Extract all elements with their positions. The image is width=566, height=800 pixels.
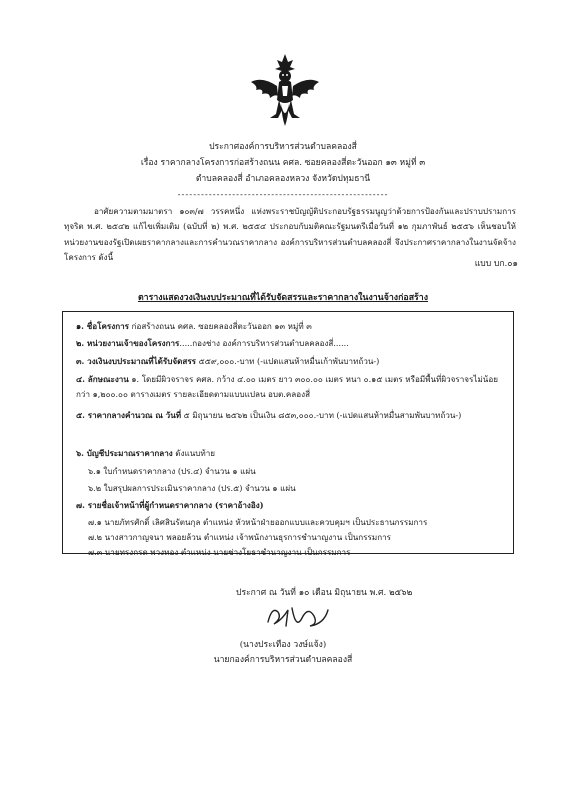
item-6 <box>76 446 510 460</box>
item-1-label: ๑. ชื่อโครงการ <box>76 321 129 331</box>
divider-line: ------------------------------------------------------ <box>177 190 389 200</box>
item-3-label: ๓. วงเงินงบประมาณที่ได้รับจัดสรร <box>76 356 197 366</box>
item-3-value: ๕๕๙,๐๐๐.-บาท (-แปดแสนห้าหมื่นเก้าพันบาทถ้วน-) <box>196 356 380 366</box>
item-7-label: ๗. รายชื่อเจ้าหน้าที่ผู้กำหนดราคากลาง (ราคาอ้างอิง) <box>76 500 264 510</box>
location-line: ตำบลคลองสี่ อำเภอคลองหลวง จังหวัดปทุมธานี <box>195 174 371 184</box>
signer-name: (นางประเทือง วงษ์แจ้ง) <box>239 640 327 650</box>
item-6-2: ๖.๒ ใบสรุปผลการประเมินราคากลาง (ปร.๕) จำนวน ๑ แผ่น <box>88 483 296 493</box>
handwritten-signature <box>262 600 332 634</box>
table-title: ตารางแสดงวงเงินงบประมาณที่ได้รับจัดสรรและราคากลางในงานจ้างก่อสร้าง <box>137 293 429 303</box>
item-5 <box>76 408 510 423</box>
item-7 <box>76 498 510 512</box>
item-1-value: ก่อสร้างถนน คศล. ซอยคลองสี่ตะวันออก ๑๓ หมู่ที่ ๓ <box>128 321 312 331</box>
item-4 <box>76 372 510 402</box>
item-2-value: .....กองช่าง องค์การบริหารส่วนตำบลคลองสี่...... <box>179 338 349 348</box>
item-7-3: ๗.๓ นายทรงกรด พวงทอง ตำแหน่ง นายช่างโยธาชำนาญงาน เป็นกรรมการ <box>88 547 351 557</box>
item-6-1: ๖.๑ ใบกำหนดราคากลาง (ปร.๔) จำนวน ๑ แผ่น <box>88 466 256 476</box>
form-code: แบบ บก.๐๑ <box>474 259 518 269</box>
org-title: ประกาศองค์การบริหารส่วนตำบลคลองสี่ <box>209 142 357 152</box>
subject-line: เรื่อง ราคากลางโครงการก่อสร้างถนน คศล. ซอยคลองสี่ตะวันออก ๑๓ หมู่ที่ ๓ <box>140 158 426 168</box>
item-2 <box>76 336 510 350</box>
item-6-label: ๖. บัญชีประมาณราคากลาง <box>76 448 173 458</box>
item-4-value: ๑. โดยมีผิวจราจร คศล. กว้าง ๔.๐๐ เมตร ยาว ๓๐๐.๐๐ เมตร หนา ๐.๑๕ เมตร หรือมีพื้นที่ผิวจราจรไม่น้อยกว่า ๑,๒๐๐.๐๐ ตารางเมตร รายละเอียดตามแบบแปลน อบต.คลองสี่ <box>76 374 498 399</box>
item-7-1: ๗.๑ นายภัทรศักดิ์ เลิศสินรัตนกุล ตำแหน่ง หัวหน้าฝ่ายออกแบบและควบคุมฯ เป็นประธานกรรมการ <box>88 517 428 527</box>
item-3 <box>76 354 510 368</box>
item-6-value: ดังแนบท้าย <box>172 448 216 458</box>
item-1 <box>76 319 510 333</box>
announcement-date: ประกาศ ณ วันที่ ๑๐ เดือน มิถุนายน พ.ศ. ๒๕๖๒ <box>236 588 413 598</box>
item-4-label: ๔. ลักษณะงาน <box>76 374 129 384</box>
preamble-paragraph: อาศัยความตามมาตรา ๑๐๓/๗ วรรคหนึ่ง แห่งพระราชบัญญัติประกอบรัฐธรรมนูญว่าด้วยการป้องกันและปราบปรามการทุจริต พ.ศ. ๒๕๔๒ แก้ไขเพิ่มเติม (ฉบับที่ ๒) พ.ศ. ๒๕๕๔ ประกอบกับมติคณะรัฐมนตรีเมื่อวันที่ ๑๒ กุมภาพันธ์ ๒๕๕๖ เห็นชอบให้หน่วยงานของรัฐเปิดเผยราคากลางและการคำนวณราคากลาง องค์การบริหารส่วนตำบลคลองสี่ จึงประกาศราคากลางในงานจัดจ้างโครงการ ดังนี้ <box>64 206 516 263</box>
item-7-2: ๗.๒ นางสาวกาญจนา พลอยล้วน ตำแหน่ง เจ้าพนักงานธุรการชำนาญงาน เป็นกรรมการ <box>88 532 391 542</box>
signer-position: นายกองค์การบริหารส่วนตำบลคลองสี่ <box>213 655 353 665</box>
item-2-label: ๒. หน่วยงานเจ้าของโครงการ <box>76 338 180 348</box>
item-5-value: ๕ มิถุนายน ๒๕๖๒ เป็นเงิน ๘๕๓,๐๐๐.-บาท (-แปดแสนห้าหมื่นสามพันบาทถ้วน-) <box>181 410 462 420</box>
item-5-label: ๕. ราคากลางคำนวณ ณ วันที่ <box>76 410 182 420</box>
garuda-emblem-icon <box>248 52 322 130</box>
